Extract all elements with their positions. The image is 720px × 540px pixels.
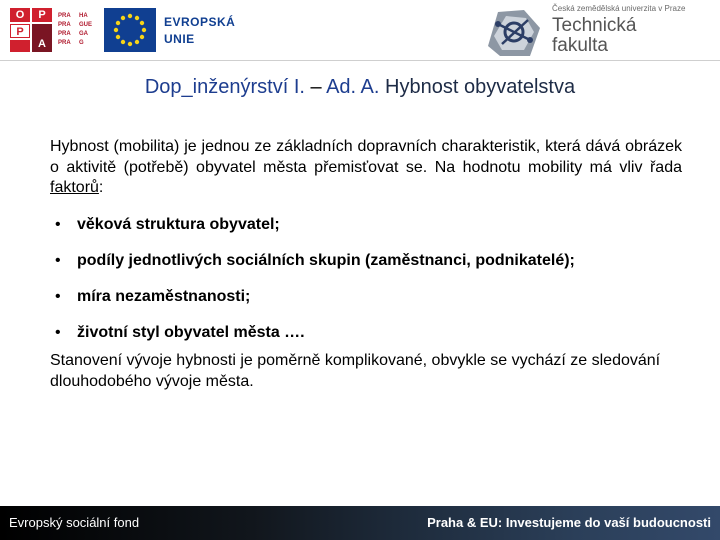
prague-word: G	[79, 40, 84, 46]
bullet-icon: •	[55, 324, 61, 341]
prague-word: GA	[79, 31, 88, 37]
bullet-icon: •	[55, 216, 61, 233]
header-divider	[0, 60, 720, 61]
prague-word: PRA	[58, 22, 71, 28]
oppa-block	[10, 40, 30, 52]
faculty-name-line2: fakulta	[552, 35, 608, 56]
oppa-logo	[10, 8, 54, 54]
footer-fund-name: Evropský sociální fond	[9, 515, 140, 530]
prague-word: PRA	[58, 13, 71, 19]
list-item	[50, 287, 690, 323]
factor-list	[50, 215, 690, 359]
closing-paragraph: Stanovení vývoje hybnosti je poměrně komplikované, obvykle se vychází ze sledování dlouhodobého vývoje města.	[50, 352, 661, 390]
prague-wordmark	[58, 12, 100, 52]
slide-title	[0, 76, 720, 99]
factors-link[interactable]: faktorů	[50, 179, 99, 196]
prague-word: PRA	[58, 31, 71, 37]
oppa-letter: P	[10, 24, 30, 38]
university-name: Česká zemědělská univerzita v Praze	[552, 4, 686, 13]
prague-word: HA	[79, 13, 88, 19]
prague-word: GUE	[79, 22, 93, 28]
title-section: Ad. A.	[326, 76, 380, 98]
title-dash: –	[310, 76, 322, 98]
oppa-letter: O	[10, 8, 30, 22]
faculty-name	[552, 16, 637, 56]
eu-text-line1: EVROPSKÁ	[164, 15, 236, 29]
intro-paragraph	[50, 137, 682, 199]
list-item	[50, 215, 690, 251]
list-item-text: věková struktura obyvatel;	[77, 216, 280, 233]
list-item-text: podíly jednotlivých sociálních skupin (zaměstnanci, podnikatelé);	[77, 252, 575, 269]
list-item	[50, 251, 690, 287]
title-course: Dop_inženýrství I.	[144, 76, 305, 98]
faculty-name-line1: Technická	[552, 15, 637, 36]
footer-bar	[0, 506, 720, 540]
list-item-text: životní styl obyvatel města ….	[77, 324, 305, 341]
oppa-letter: A	[32, 24, 52, 52]
intro-colon: :	[98, 179, 104, 196]
list-item-text: míra nezaměstnanosti;	[77, 288, 251, 305]
title-topic: Hybnost obyvatelstva	[385, 76, 576, 98]
eu-flag-icon	[104, 8, 156, 52]
oppa-letter: P	[32, 8, 52, 22]
eu-text-line2: UNIE	[164, 32, 195, 46]
prague-word: PRA	[58, 40, 71, 46]
eu-wordmark	[164, 14, 235, 48]
faculty-logo-icon	[484, 6, 546, 60]
bullet-icon: •	[55, 252, 61, 269]
intro-text: Hybnost (mobilita) je jednou ze základních dopravních charakteristik, která dává obrázek o aktivitě (potřebě) obyvatel města přemisťovat se. Na hodnotu mobility má vliv řada	[50, 138, 682, 176]
bullet-icon: •	[55, 288, 61, 305]
footer-slogan: Praha & EU: Investujeme do vaší budoucnosti	[427, 515, 711, 530]
